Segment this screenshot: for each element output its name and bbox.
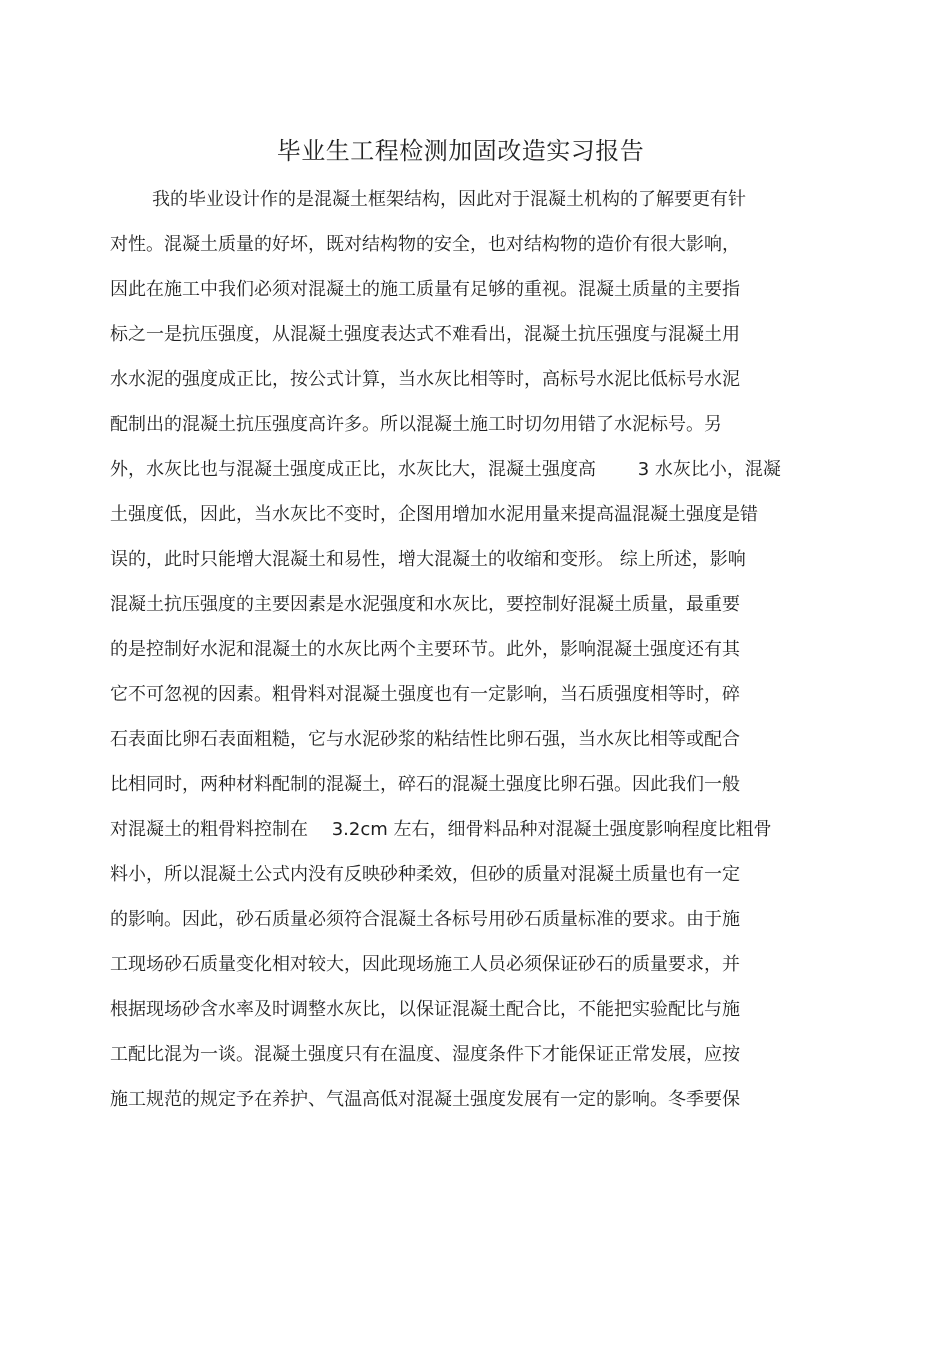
paragraph-line: 的影响。因此，砂石质量必须符合混凝土各标号用砂石质量标准的要求。由于施 — [110, 909, 740, 930]
paragraph-line: 对混凝土的粗骨料控制在 3.2cm 左右，细骨料品种对混凝土强度影响程度比粗骨 — [110, 819, 772, 840]
paragraph-line: 石表面比卵石表面粗糙，它与水泥砂浆的粘结性比卵石强，当水灰比相等或配合 — [110, 729, 740, 750]
document-body — [110, 183, 850, 1128]
paragraph-line: 对性。混凝土质量的好坏，既对结构物的安全，也对结构物的造价有很大影响， — [110, 234, 740, 255]
paragraph-line: 工现场砂石质量变化相对较大，因此现场施工人员必须保证砂石的质量要求，并 — [110, 954, 740, 975]
paragraph-line: 因此在施工中我们必须对混凝土的施工质量有足够的重视。混凝土质量的主要指 — [110, 279, 740, 300]
paragraph-line: 施工规范的规定予在养护、气温高低对混凝土强度发展有一定的影响。冬季要保 — [110, 1089, 740, 1110]
paragraph-line: 料小，所以混凝土公式内没有反映砂种柔效，但砂的质量对混凝土质量也有一定 — [110, 864, 740, 885]
paragraph-line: 标之一是抗压强度，从混凝土强度表达式不难看出，混凝土抗压强度与混凝土用 — [110, 324, 740, 345]
paragraph-line: 比相同时，两种材料配制的混凝土，碎石的混凝土强度比卵石强。因此我们一般 — [110, 774, 740, 795]
paragraph-line: 根据现场砂含水率及时调整水灰比，以保证混凝土配合比，不能把实验配比与施 — [110, 999, 740, 1020]
paragraph-line: 土强度低，因此，当水灰比不变时，企图用增加水泥用量来提高温混凝土强度是错 — [110, 504, 758, 525]
paragraph-line: 外，水灰比也与混凝土强度成正比，水灰比大，混凝土强度高 3 水灰比小，混凝 — [110, 459, 781, 480]
paragraph-line: 它不可忽视的因素。粗骨料对混凝土强度也有一定影响，当石质强度相等时，碎 — [110, 684, 740, 705]
paragraph-line: 误的，此时只能增大混凝土和易性，增大混凝土的收缩和变形。 综上所述，影响 — [110, 549, 746, 570]
paragraph-line: 工配比混为一谈。混凝土强度只有在温度、湿度条件下才能保证正常发展，应按 — [110, 1044, 740, 1065]
paragraph-line: 水水泥的强度成正比，按公式计算，当水灰比相等时，高标号水泥比低标号水泥 — [110, 369, 740, 390]
paragraph-line: 配制出的混凝土抗压强度高许多。所以混凝土施工时切勿用错了水泥标号。另 — [110, 414, 722, 435]
document-title: 毕业生工程检测加固改造实习报告 — [276, 137, 645, 165]
paragraph-line: 我的毕业设计作的是混凝土框架结构，因此对于混凝土机构的了解要更有针 — [152, 189, 746, 210]
paragraph-line: 混凝土抗压强度的主要因素是水泥强度和水灰比，要控制好混凝土质量，最重要 — [110, 594, 740, 615]
paragraph-line: 的是控制好水泥和混凝土的水灰比两个主要环节。此外，影响混凝土强度还有其 — [110, 639, 740, 660]
